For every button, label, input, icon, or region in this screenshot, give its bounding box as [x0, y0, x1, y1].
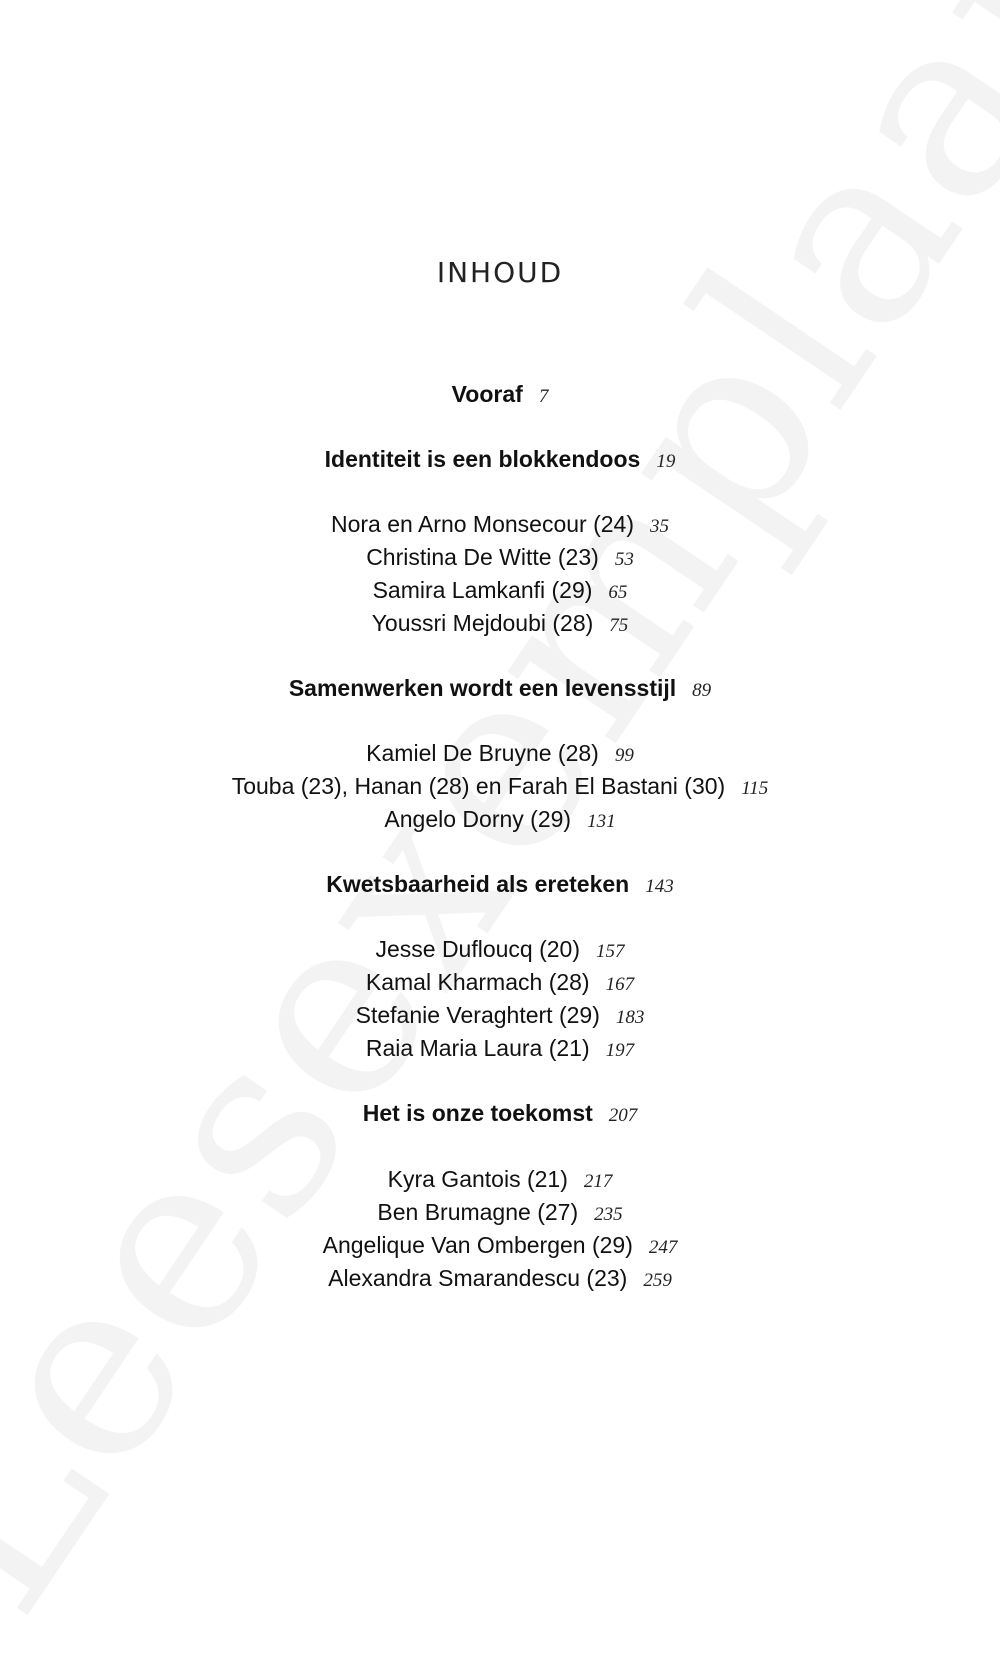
toc-entry-label: Identiteit is een blokkendoos [324, 446, 641, 472]
toc-section-kwetsbaarheid[interactable] [0, 869, 1000, 902]
toc-entry-page: 35 [650, 516, 669, 537]
toc-entry-label: Christina De Witte (23) [366, 544, 599, 570]
toc-entry-page: 235 [594, 1204, 623, 1225]
toc-entry-label: Vooraf [451, 381, 523, 407]
toc-section-identiteit[interactable] [0, 444, 1000, 477]
toc-entry-label: Ben Brumagne (27) [377, 1199, 579, 1225]
toc-entry[interactable] [0, 967, 1000, 1000]
toc-entry-label: Angelo Dorny (29) [384, 806, 572, 832]
toc-entry-page: 19 [656, 451, 676, 472]
toc-entry-page: 259 [643, 1270, 672, 1291]
toc-section-toekomst[interactable] [0, 1098, 1000, 1131]
toc-entry-page: 207 [608, 1105, 638, 1126]
page-title: INHOUD [436, 256, 564, 289]
toc-entry-page: 115 [741, 778, 769, 799]
toc-entry-page: 75 [609, 615, 629, 636]
toc-entry-page: 183 [615, 1007, 645, 1028]
toc-entry-label: Het is onze toekomst [362, 1100, 593, 1126]
toc-entry-page: 53 [614, 549, 634, 570]
toc-entry-page: 217 [583, 1171, 613, 1192]
toc-entry[interactable] [0, 1033, 1000, 1066]
toc-entry[interactable] [0, 738, 1000, 771]
toc-entry[interactable] [0, 771, 1000, 804]
toc-entry-label: Jesse Dufloucq (20) [375, 936, 581, 962]
toc-entry-page: 157 [596, 941, 625, 962]
toc-entry-label: Stefanie Veraghtert (29) [355, 1002, 600, 1028]
toc-entry[interactable] [0, 1000, 1000, 1033]
toc-entry[interactable] [0, 1197, 1000, 1230]
toc-entry-page: 7 [538, 386, 549, 407]
toc-section-samenwerken[interactable] [0, 673, 1000, 706]
toc-entry[interactable] [0, 1164, 1000, 1197]
toc-entry-label: Kamal Kharmach (28) [365, 969, 590, 995]
toc-entry-label: Kyra Gantois (21) [387, 1166, 568, 1192]
toc-entry-page: 143 [645, 876, 674, 897]
toc-entry[interactable] [0, 509, 1000, 542]
toc-entry-label: Touba (23), Hanan (28) en Farah El Bastani (30) [231, 773, 726, 799]
toc-entry-page: 167 [605, 974, 635, 995]
toc-entry-label: Raia Maria Laura (21) [365, 1035, 590, 1061]
toc-entry-label: Samira Lamkanfi (29) [372, 577, 593, 603]
toc-entry[interactable] [0, 1230, 1000, 1263]
toc-entry-label: Nora en Arno Monsecour (24) [331, 511, 634, 537]
toc-entry[interactable] [0, 542, 1000, 575]
toc-entry-label: Angelique Van Ombergen (29) [322, 1232, 633, 1258]
toc-entry-label: Alexandra Smarandescu (23) [328, 1265, 628, 1291]
toc-entry[interactable] [0, 934, 1000, 967]
toc-entry-page: 89 [692, 680, 712, 701]
toc-entry-label: Kwetsbaarheid als ereteken [326, 871, 630, 897]
toc-entry-vooraf[interactable] [0, 379, 1000, 412]
toc-entry-label: Kamiel De Bruyne (28) [366, 740, 599, 766]
toc-entry[interactable] [0, 575, 1000, 608]
toc-entry-page: 99 [614, 745, 634, 766]
toc-entry-page: 197 [605, 1040, 635, 1061]
toc-entry-page: 65 [608, 582, 628, 603]
toc-entry-label: Youssri Mejdoubi (28) [371, 610, 594, 636]
toc-entry[interactable] [0, 608, 1000, 641]
toc-entry-page: 131 [587, 811, 616, 832]
toc-entry-page: 247 [648, 1237, 678, 1258]
toc-entry-label: Samenwerken wordt een levensstijl [288, 675, 677, 701]
toc-entry[interactable] [0, 804, 1000, 837]
toc-entry[interactable] [0, 1263, 1000, 1296]
